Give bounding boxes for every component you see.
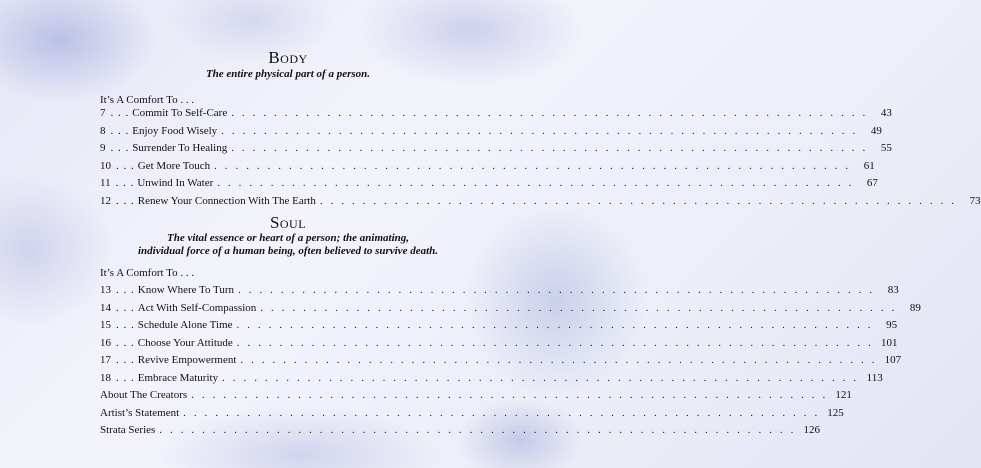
soul-subtitle-line-2: individual force of a human being, often believed to survive death. bbox=[137, 245, 439, 257]
entry-separator: . . . bbox=[110, 107, 130, 119]
body-subtitle: The entire physical part of a person. bbox=[205, 68, 371, 80]
toc-entry[interactable] bbox=[100, 105, 892, 123]
soul-lead-text: It’s A Comfort To . . . bbox=[100, 267, 195, 279]
entry-title: Commit To Self-Care bbox=[132, 107, 228, 119]
entry-number: 8 bbox=[100, 124, 106, 137]
entry-page-number: 43 bbox=[880, 107, 892, 119]
dot-leader: . . . . . . . . . . . . . . . . . . . . . . . . . . . . . . . . . . . . . . . . . . . . . . . . . . . . . . . . . . . . bbox=[159, 424, 796, 436]
entry-title: Know Where To Turn bbox=[137, 284, 235, 296]
entry-separator: . . . bbox=[116, 319, 135, 331]
toc-entry[interactable] bbox=[100, 317, 898, 335]
toc-entry-back-matter[interactable] bbox=[100, 405, 844, 423]
toc-entry[interactable] bbox=[100, 335, 898, 353]
entry-page-number: 125 bbox=[827, 406, 844, 419]
entry-title: Choose Your Attitude bbox=[137, 336, 233, 349]
entry-number: 11 bbox=[100, 177, 111, 189]
toc-entry[interactable] bbox=[100, 193, 981, 211]
entry-separator: . . . bbox=[116, 159, 135, 172]
dot-leader: . . . . . . . . . . . . . . . . . . . . . . . . . . . . . . . . . . . . . . . . . . . . . . . . . . . . . . . . . . . . bbox=[236, 319, 874, 331]
soul-subtitle-line-1: The vital essence or heart of a person; the animating, bbox=[167, 232, 409, 244]
entry-page-number: 121 bbox=[835, 389, 852, 401]
entry-page-number: 67 bbox=[866, 177, 878, 189]
entry-page-number: 89 bbox=[909, 301, 921, 314]
entry-page-number: 95 bbox=[886, 319, 898, 331]
entry-number: 16 bbox=[100, 336, 111, 349]
entry-page-number: 55 bbox=[880, 142, 892, 154]
entry-separator: . . . bbox=[116, 336, 135, 349]
toc-entry[interactable] bbox=[100, 158, 875, 176]
dot-leader: . . . . . . . . . . . . . . . . . . . . . . . . . . . . . . . . . . . . . . . . . . . . . . . . . . . . . . . . . . . . bbox=[221, 124, 858, 137]
entry-number: 13 bbox=[100, 284, 111, 296]
dot-leader: . . . . . . . . . . . . . . . . . . . . . . . . . . . . . . . . . . . . . . . . . . . . . . . . . . . . . . . . . . . . bbox=[214, 159, 851, 172]
dot-leader: . . . . . . . . . . . . . . . . . . . . . . . . . . . . . . . . . . . . . . . . . . . . . . . . . . . . . . . . . . . . bbox=[231, 107, 868, 119]
dot-leader: . . . . . . . . . . . . . . . . . . . . . . . . . . . . . . . . . . . . . . . . . . . . . . . . . . . . . . . . . . . . bbox=[222, 371, 859, 384]
dot-leader: . . . . . . . . . . . . . . . . . . . . . . . . . . . . . . . . . . . . . . . . . . . . . . . . . . . . . . . . . . . . bbox=[191, 389, 828, 401]
body-heading: Body bbox=[268, 48, 308, 67]
entry-number: 14 bbox=[100, 301, 111, 314]
dot-leader: . . . . . . . . . . . . . . . . . . . . . . . . . . . . . . . . . . . . . . . . . . . . . . . . . . . . . . . . . . . . bbox=[231, 142, 868, 154]
entry-separator: . . . bbox=[116, 371, 135, 384]
entry-separator: . . . bbox=[110, 124, 130, 137]
toc-entry[interactable] bbox=[100, 370, 883, 388]
entry-title: Surrender To Healing bbox=[132, 142, 228, 154]
entry-title: Get More Touch bbox=[137, 159, 211, 172]
entry-title: Unwind In Water bbox=[137, 177, 214, 189]
entry-page-number: 73 bbox=[969, 194, 981, 207]
entry-title: Artist’s Statement bbox=[100, 406, 180, 419]
entry-title: Enjoy Food Wisely bbox=[132, 124, 218, 137]
entry-page-number: 101 bbox=[880, 336, 898, 349]
toc-entry-back-matter[interactable] bbox=[100, 387, 852, 405]
toc-entry[interactable] bbox=[100, 300, 921, 318]
entry-number: 7 bbox=[100, 107, 106, 119]
toc-entry[interactable] bbox=[100, 123, 882, 141]
entry-separator: . . . bbox=[116, 301, 135, 314]
entry-title: Strata Series bbox=[100, 424, 156, 436]
entry-separator: . . . bbox=[110, 142, 130, 154]
entry-title: Act With Self-Compassion bbox=[137, 301, 257, 314]
entry-title: Schedule Alone Time bbox=[137, 319, 233, 331]
toc-entry[interactable] bbox=[100, 282, 899, 300]
entry-separator: . . . bbox=[116, 284, 135, 296]
toc-entry[interactable] bbox=[100, 140, 892, 158]
entry-title: Revive Empowerment bbox=[137, 354, 237, 366]
entry-title: Embrace Maturity bbox=[137, 371, 219, 384]
entry-number: 17 bbox=[100, 354, 111, 366]
dot-leader: . . . . . . . . . . . . . . . . . . . . . . . . . . . . . . . . . . . . . . . . . . . . . . . . . . . . . . . . . . . . bbox=[183, 406, 820, 419]
entry-title: About The Creators bbox=[100, 389, 188, 401]
soul-heading: Soul bbox=[269, 213, 307, 232]
entry-number: 9 bbox=[100, 142, 106, 154]
entry-number: 15 bbox=[100, 319, 111, 331]
toc-entry[interactable] bbox=[100, 175, 878, 193]
entry-separator: . . . bbox=[116, 194, 135, 207]
dot-leader: . . . . . . . . . . . . . . . . . . . . . . . . . . . . . . . . . . . . . . . . . . . . . . . . . . . . . . . . . . . . bbox=[319, 194, 957, 207]
entry-number: 18 bbox=[100, 371, 111, 384]
entry-page-number: 61 bbox=[863, 159, 875, 172]
toc-entry[interactable] bbox=[100, 352, 902, 370]
entry-page-number: 107 bbox=[884, 354, 902, 366]
entry-page-number: 126 bbox=[803, 424, 820, 436]
toc-entry-back-matter[interactable] bbox=[100, 422, 820, 440]
entry-page-number: 113 bbox=[866, 371, 883, 384]
dot-leader: . . . . . . . . . . . . . . . . . . . . . . . . . . . . . . . . . . . . . . . . . . . . . . . . . . . . . . . . . . . . bbox=[238, 284, 875, 296]
entry-separator: . . . bbox=[115, 177, 135, 189]
body-toc-list bbox=[100, 105, 981, 210]
dot-leader: . . . . . . . . . . . . . . . . . . . . . . . . . . . . . . . . . . . . . . . . . . . . . . . . . . . . . . . . . . . . bbox=[236, 336, 874, 349]
entry-page-number: 83 bbox=[887, 284, 899, 296]
soul-toc-list bbox=[100, 282, 921, 440]
dot-leader: . . . . . . . . . . . . . . . . . . . . . . . . . . . . . . . . . . . . . . . . . . . . . . . . . . . . . . . . . . . . bbox=[217, 177, 854, 189]
entry-number: 12 bbox=[100, 194, 111, 207]
body-lead-text: It’s A Comfort To . . . bbox=[100, 94, 195, 106]
entry-separator: . . . bbox=[116, 354, 135, 366]
dot-leader: . . . . . . . . . . . . . . . . . . . . . . . . . . . . . . . . . . . . . . . . . . . . . . . . . . . . . . . . . . . . bbox=[260, 301, 897, 314]
entry-number: 10 bbox=[100, 159, 111, 172]
entry-title: Renew Your Connection With The Earth bbox=[137, 194, 316, 207]
entry-page-number: 49 bbox=[870, 124, 882, 137]
dot-leader: . . . . . . . . . . . . . . . . . . . . . . . . . . . . . . . . . . . . . . . . . . . . . . . . . . . . . . . . . . . . bbox=[240, 354, 878, 366]
